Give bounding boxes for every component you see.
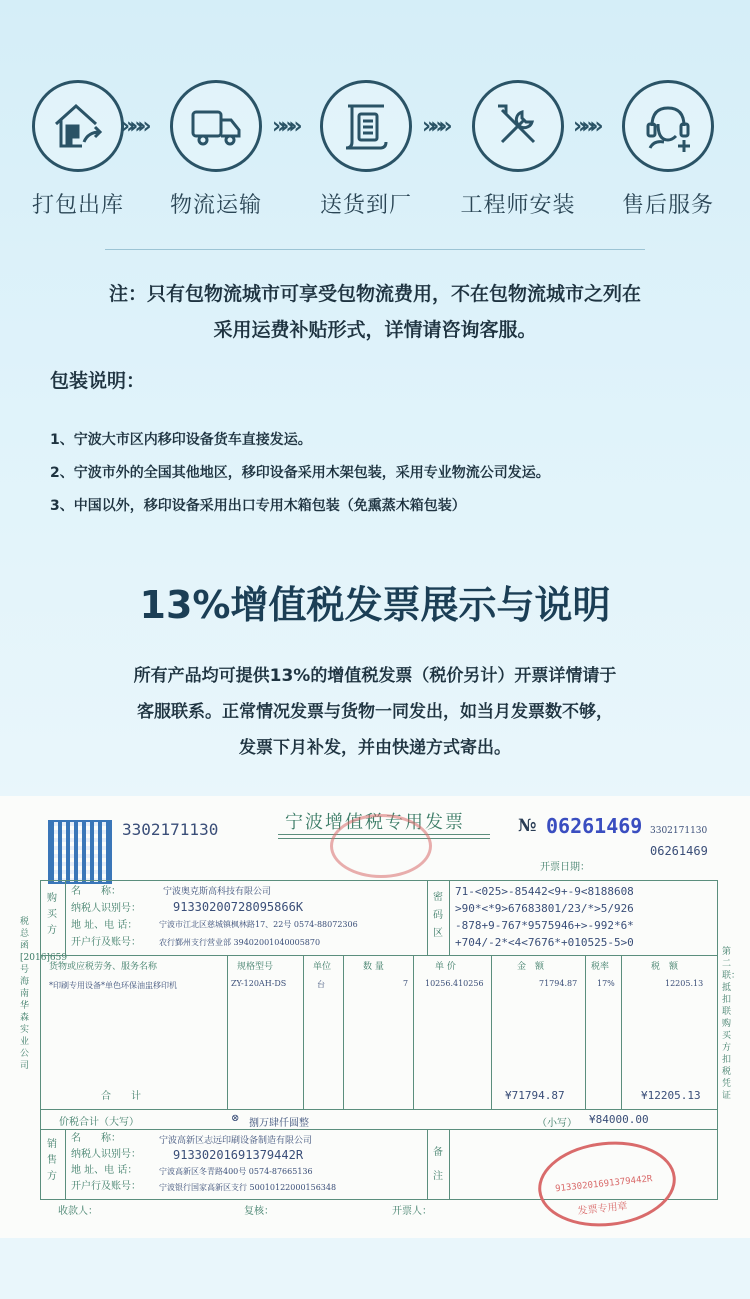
col-header: 税率: [591, 962, 610, 972]
item-price: 10256.410256: [425, 979, 484, 988]
payee-label: 收款人：: [58, 1206, 98, 1217]
password-zone: 71-<025>-85442<9+-9<8188608 >90*<*9>67683801/23/*>5/926 -878+9-767*9575946+>-992*6* +704/-2*<4<7676*+010525-5>0: [455, 885, 634, 949]
step-logistics: [141, 80, 291, 219]
seller-name: 宁波高新区志远印刷设备制造有限公司: [159, 1136, 313, 1146]
warehouse-icon: [32, 80, 124, 172]
item-amount: 71794.87: [539, 979, 578, 988]
sum-small: ¥84000.00: [589, 1113, 649, 1126]
col-header: 货物或应税劳务、服务名称: [49, 962, 158, 972]
step-label: 售后服务: [621, 193, 714, 218]
seller-tax-id: 91330201691379442R: [173, 1148, 304, 1162]
date-label: 开票日期：: [540, 862, 590, 873]
tax-section-title: 13%增值税发票展示与说明: [139, 583, 611, 627]
step-install: [443, 80, 593, 219]
tax-description: [0, 658, 750, 766]
step-pack: [3, 80, 153, 219]
item-name: *印刷专用设备*单色环保油盅移印机: [49, 981, 177, 990]
seller-labels: 名 称： 纳税人识别号： 地 址、电 话： 开户行及账号：: [71, 1133, 141, 1192]
tools-icon: [472, 80, 564, 172]
item-unit: 台: [317, 980, 325, 989]
col-header: 单位: [313, 962, 332, 972]
step-delivery: [291, 80, 441, 219]
tax-desc-line: 客服联系。正常情况发票与货物一同发出，如当月发票数不够，: [137, 702, 613, 722]
divider: [105, 249, 645, 250]
shipping-note: [0, 276, 750, 348]
invoice-image: [0, 796, 750, 1238]
step-label: 工程师安装: [460, 193, 576, 218]
truck-icon: [170, 80, 262, 172]
buyer-labels: 名 称： 纳税人识别号： 地 址、电 话： 开户行及账号：: [71, 886, 141, 948]
total-amount: ¥71794.87: [505, 1089, 565, 1102]
buyer-address: 宁波市江北区慈城镇枫林路17、22号 0574-88072306: [159, 920, 358, 929]
checker-label: 复核：: [244, 1206, 274, 1217]
qr-code-icon: [48, 820, 112, 884]
invoice-small-code: 3302171130: [650, 826, 708, 836]
packaging-title: 包装说明：: [50, 370, 146, 392]
seller-bank: 宁波银行国家高新区支行 50010122000156348: [159, 1183, 337, 1192]
tax-bureau-seal: [330, 814, 432, 878]
total-label: 合 计: [101, 1091, 141, 1102]
item-spec: ZY-120AH-DS: [231, 979, 287, 988]
step-label: 送货到厂: [319, 193, 412, 218]
chevron-right-icon: »»»: [272, 114, 297, 139]
invoice-code: 3302171130: [122, 820, 219, 839]
seller-address: 宁波高新区冬青路400号 0574-87665136: [159, 1167, 313, 1176]
password-zone-label: 密码区: [433, 892, 443, 939]
number-label: №: [518, 816, 537, 836]
col-header: 规格型号: [237, 962, 274, 972]
tax-desc-line: 所有产品均可提供13%的增值税发票（税价另计）开票详情请于: [133, 666, 617, 686]
item-qty: 7: [403, 979, 409, 988]
col-header: 单 价: [435, 962, 456, 972]
total-tax: ¥12205.13: [641, 1089, 701, 1102]
item-tax: 12205.13: [665, 979, 704, 988]
sum-small-label: （小写）: [537, 1118, 577, 1129]
packaging-list: [50, 424, 730, 523]
invoice-small-number: 06261469: [650, 844, 708, 858]
seal-tax-id: 91330201691379442R: [554, 1174, 653, 1195]
buyer-name: 宁波奥克斯高科技有限公司: [163, 887, 272, 897]
close-icon: ⊗: [231, 1113, 240, 1124]
right-vertical-text: 第二联：抵扣联 购买方扣税凭证: [722, 947, 741, 1101]
note-line: 采用运费补贴形式，详情请咨询客服。: [213, 319, 537, 341]
document-icon: [320, 80, 412, 172]
col-header: 数 量: [363, 962, 384, 972]
col-header: 税 额: [651, 962, 679, 972]
left-vertical-text: 税总函[2016]659号海南华森实业公司: [20, 917, 68, 1071]
step-service: [593, 80, 743, 219]
chevron-right-icon: »»»: [422, 114, 447, 139]
note-line: 注：只有包物流城市可享受包物流费用，不在包物流城市之列在: [108, 283, 641, 305]
col-header: 金 额: [517, 962, 545, 972]
invoice-number: 06261469: [546, 814, 643, 838]
tax-desc-line: 发票下月补发，并由快递方式寄出。: [239, 738, 511, 758]
process-steps: [0, 80, 750, 230]
item-rate: 17%: [597, 979, 615, 988]
remark-label: 备注: [433, 1147, 443, 1182]
buyer-side-label: 购买方: [47, 893, 57, 936]
seller-side-label: 销售方: [47, 1139, 57, 1182]
step-label: 物流运输: [169, 193, 262, 218]
sum-words: 捌万肆仟圆整: [249, 1118, 309, 1129]
buyer-bank: 农行鄞州支行营业部 39402001040005870: [159, 938, 321, 947]
drawer-label: 开票人：: [392, 1206, 432, 1217]
list-item: 1、宁波大市区内移印设备货车直接发运。: [50, 432, 312, 448]
headset-icon: [622, 80, 714, 172]
list-item: 3、中国以外，移印设备采用出口专用木箱包装（免熏蒸木箱包装）: [50, 498, 466, 514]
sum-label: 价税合计（大写）: [59, 1117, 139, 1128]
chevron-right-icon: »»»: [121, 114, 146, 139]
step-label: 打包出库: [31, 193, 124, 218]
seal-text: 发票专用章: [577, 1201, 629, 1218]
list-item: 2、宁波市外的全国其他地区，移印设备采用木架包装，采用专业物流公司发运。: [50, 465, 550, 481]
chevron-right-icon: »»»: [573, 114, 598, 139]
buyer-tax-id: 91330200728095866K: [173, 900, 304, 914]
invoice-title: 宁波增值税专用发票: [285, 812, 465, 833]
